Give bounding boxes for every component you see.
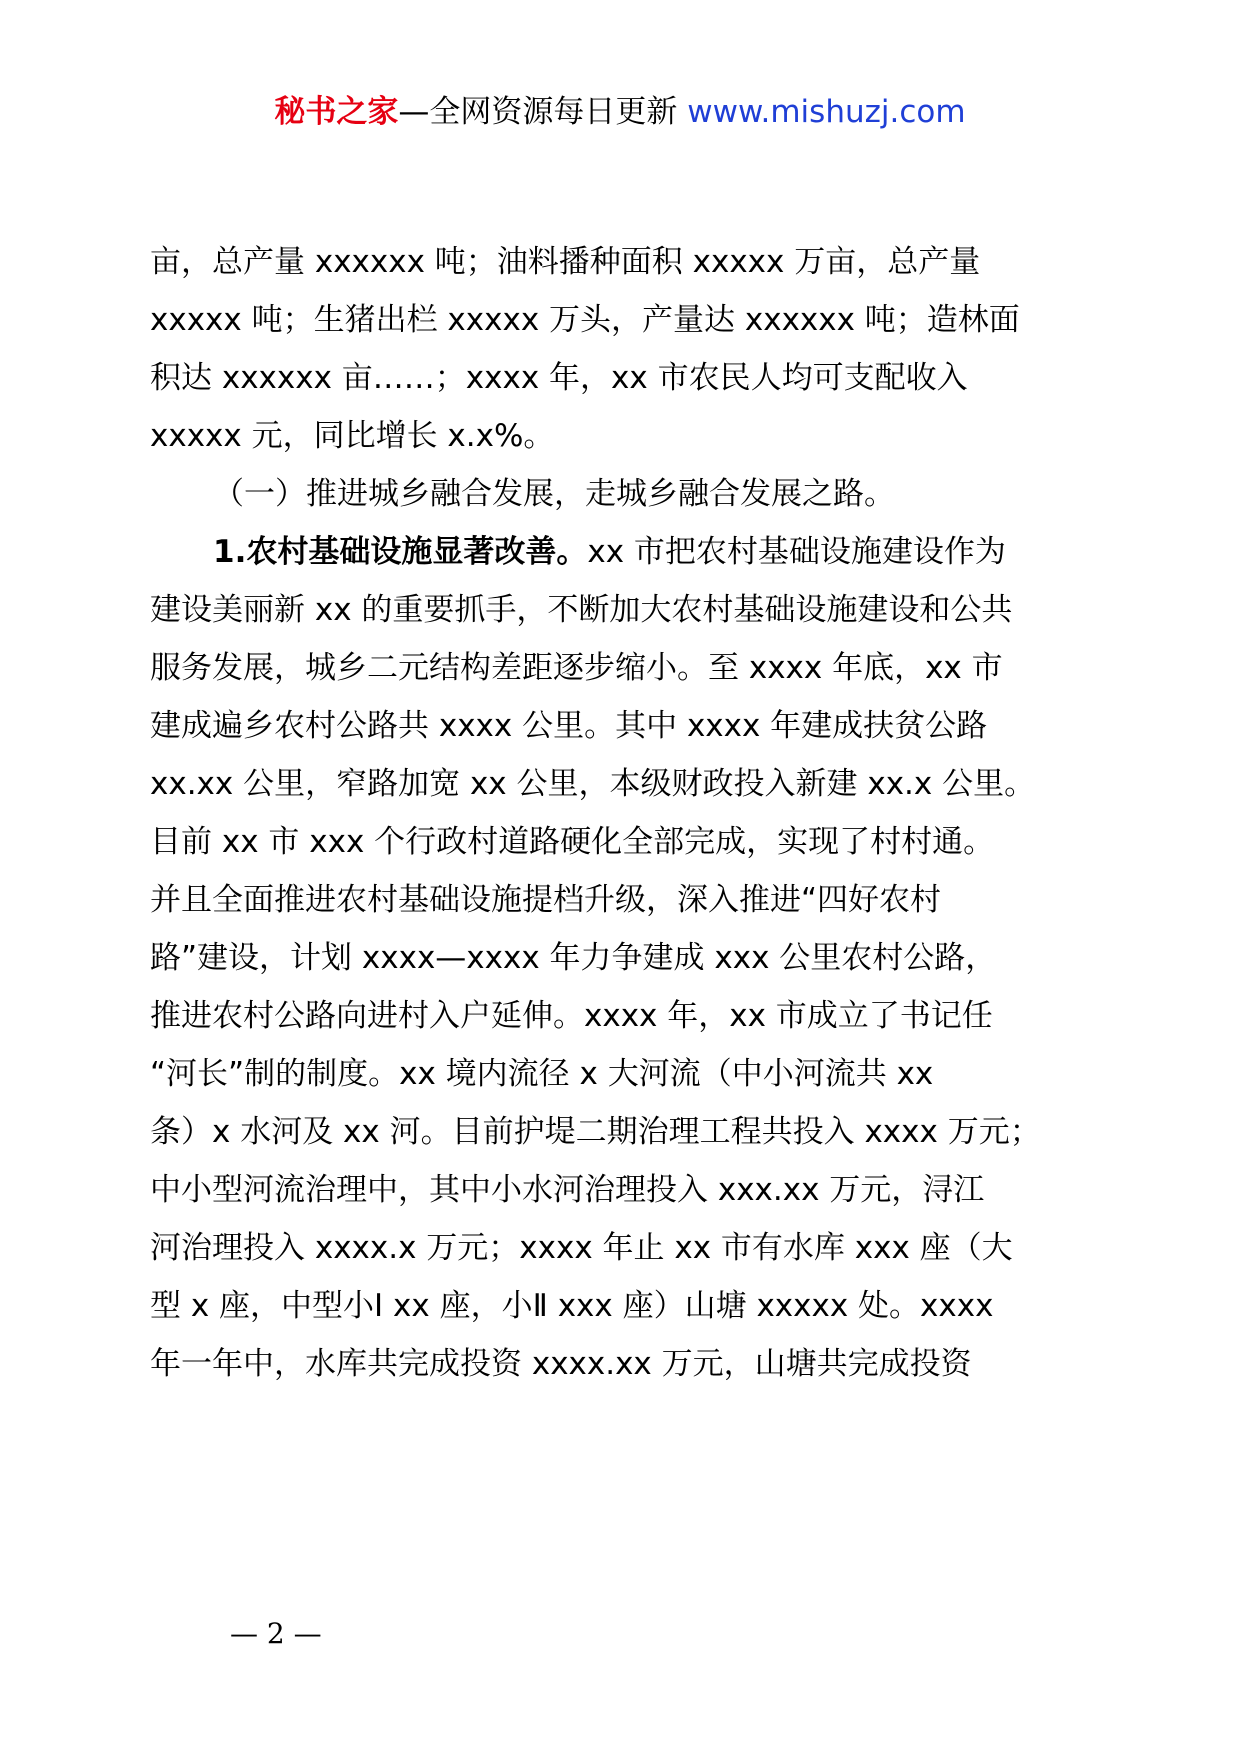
text-line: 推进农村公路向进村入户延伸。xxxx 年，xx 市成立了书记任 [150, 998, 993, 1034]
text-line: 中小型河流治理中，其中小水河治理投入 xxx.xx 万元，浔江 [150, 1172, 985, 1208]
text-line: xx 市把农村基础设施建设作为 [587, 534, 1006, 570]
text-line: 条）x 水河及 xx 河。目前护堤二期治理工程共投入 xxxx 万元； [150, 1114, 1041, 1150]
text-line: 建成遍乡农村公路共 xxxx 公里。其中 xxxx 年建成扶贫公路 [150, 708, 988, 744]
site-header [0, 92, 1240, 132]
text-line: 型 x 座，中型小Ⅰ xx 座，小Ⅱ xxx 座）山塘 xxxxx 处。xxxx [150, 1288, 994, 1324]
text-line: 建设美丽新 xx 的重要抓手，不断加大农村基础设施建设和公共 [150, 592, 1013, 628]
text-line: “河长”制的制度。xx 境内流径 x 大河流（中小河流共 xx [150, 1056, 934, 1092]
text-line: 河治理投入 xxxx.x 万元；xxxx 年止 xx 市有水库 xxx 座（大 [150, 1230, 1013, 1266]
text-line: 路”建设，计划 xxxx—xxxx 年力争建成 xxx 公里农村公路， [150, 940, 997, 976]
text-line: 积达 xxxxxx 亩……；xxxx 年，xx 市农民人均可支配收入 [150, 360, 968, 396]
text-line: xxxxx 元，同比增长 x.x%。 [150, 418, 555, 454]
text-line: 亩，总产量 xxxxxx 吨；油料播种面积 xxxxx 万亩，总产量 [150, 244, 981, 280]
text-line: 年一年中，水库共完成投资 xxxx.xx 万元，山塘共完成投资 [150, 1346, 972, 1382]
site-url-link[interactable]: www.mishuzj.com [687, 94, 966, 130]
subsection-heading: 1.农村基础设施显著改善。 [213, 534, 588, 570]
text-line: xx.xx 公里，窄路加宽 xx 公里，本级财政投入新建 xx.x 公里。 [150, 766, 1036, 802]
text-line: 目前 xx 市 xxx 个行政村道路硬化全部完成，实现了村村通。 [150, 824, 995, 860]
brand-name: 秘书之家 [274, 94, 399, 130]
text-line: xxxxx 吨；生猪出栏 xxxxx 万头，产量达 xxxxxx 吨；造林面 [150, 302, 1020, 338]
text-line: 并且全面推进农村基础设施提档升级，深入推进“四好农村 [150, 882, 942, 918]
page-number: — 2 — [230, 1617, 322, 1650]
paragraph-first-line [213, 527, 1006, 577]
text-line: 服务发展，城乡二元结构差距逐步缩小。至 xxxx 年底，xx 市 [150, 650, 1003, 686]
section-heading: （一）推进城乡融合发展，走城乡融合发展之路。 [213, 476, 895, 512]
header-tagline: —全网资源每日更新 [398, 94, 678, 130]
